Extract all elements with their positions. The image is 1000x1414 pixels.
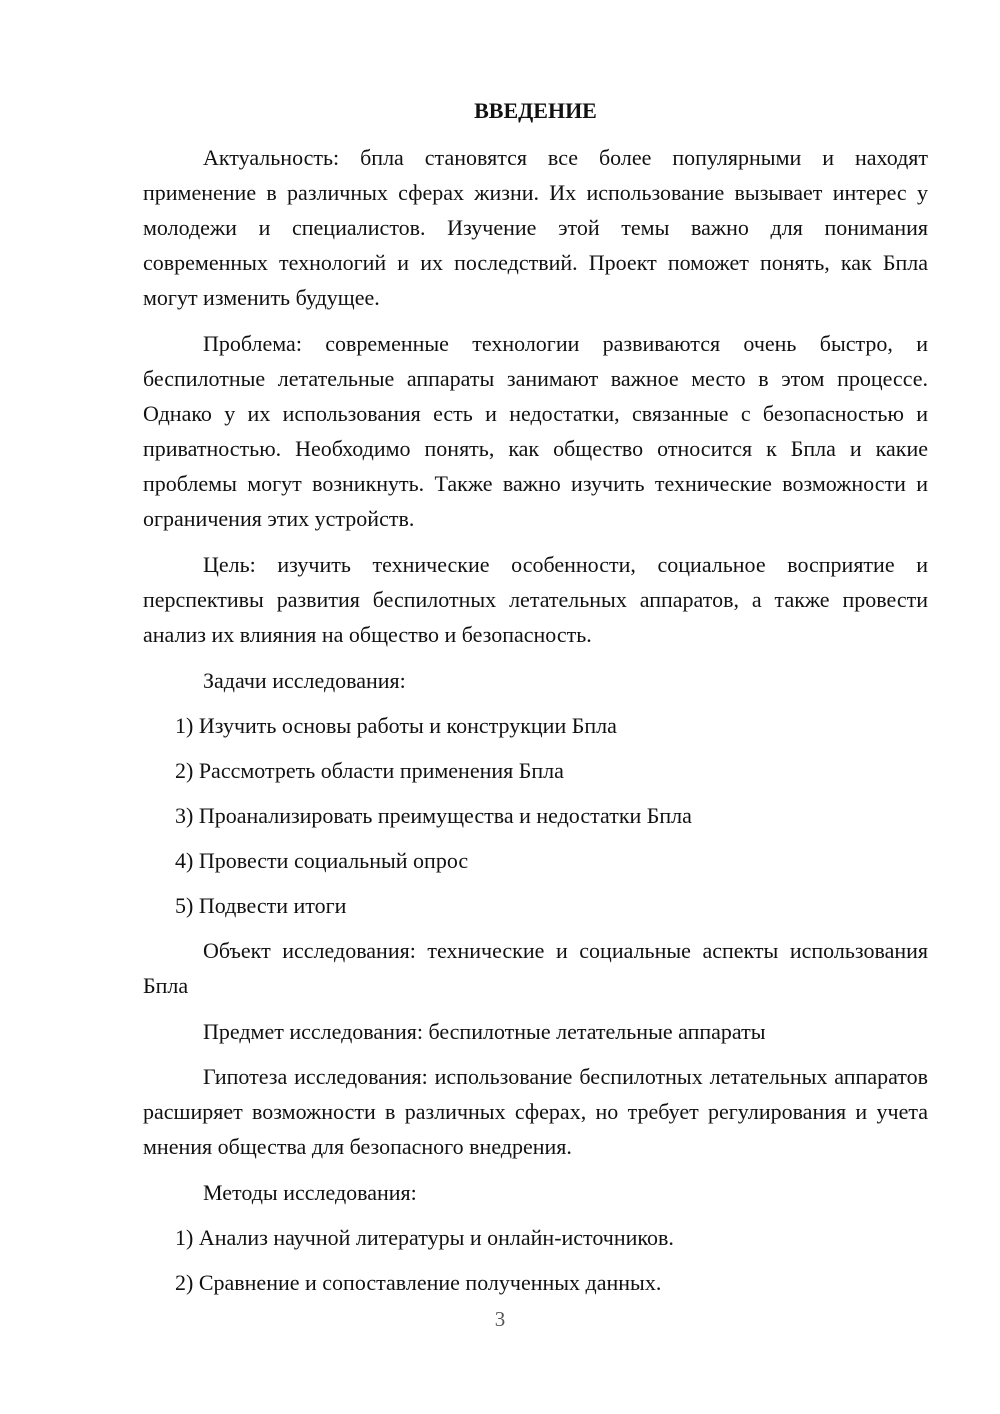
relevance-paragraph: Актуальность: бпла становятся все более популярными и находят применение в различных сферах жизни. Их использование вызывает интерес у молодежи и специалистов. Изучение этой темы важно для понимания современных технологий и их последствий. Проект поможет понять, как Бпла могут изменить будущее. bbox=[143, 145, 928, 310]
list-item: 1) Анализ научной литературы и онлайн-источников. bbox=[175, 1225, 674, 1250]
list-item: 1) Изучить основы работы и конструкции Бпла bbox=[175, 713, 617, 738]
methods-heading: Методы исследования: bbox=[203, 1180, 417, 1205]
problem-paragraph: Проблема: современные технологии развиваются очень быстро, и беспилотные летательные аппараты занимают важное место в этом процессе. Однако у их использования есть и недостатки, связанные с безопасностью и приватностью. Необходимо понять, как общество относится к Бпла и какие проблемы могут возникнуть. Также важно изучить технические возможности и ограничения этих устройств. bbox=[143, 331, 928, 531]
methods-list bbox=[143, 1220, 928, 1300]
list-item: 2) Сравнение и сопоставление полученных данных. bbox=[175, 1270, 662, 1295]
list-item: 4) Провести социальный опрос bbox=[175, 848, 469, 873]
list-item: 3) Проанализировать преимущества и недостатки Бпла bbox=[175, 803, 692, 828]
object-paragraph: Объект исследования: технические и социальные аспекты использования Бпла bbox=[143, 938, 928, 998]
hypothesis-paragraph: Гипотеза исследования: использование беспилотных летательных аппаратов расширяет возможности в различных сферах, но требует регулирования и учета мнения общества для безопасного внедрения. bbox=[143, 1064, 928, 1159]
list-item: 2) Рассмотреть области применения Бпла bbox=[175, 758, 564, 783]
list-item: 5) Подвести итоги bbox=[175, 893, 347, 918]
subject-paragraph: Предмет исследования: беспилотные летательные аппараты bbox=[203, 1019, 766, 1044]
goal-paragraph: Цель: изучить технические особенности, социальное восприятие и перспективы развития беспилотных летательных аппаратов, а также провести анализ их влияния на общество и безопасность. bbox=[143, 552, 928, 647]
page-number: 3 bbox=[494, 1307, 506, 1331]
page-content bbox=[143, 93, 928, 1310]
tasks-heading: Задачи исследования: bbox=[203, 668, 406, 693]
tasks-list bbox=[143, 708, 928, 923]
section-title: ВВЕДЕНИЕ bbox=[474, 98, 597, 123]
